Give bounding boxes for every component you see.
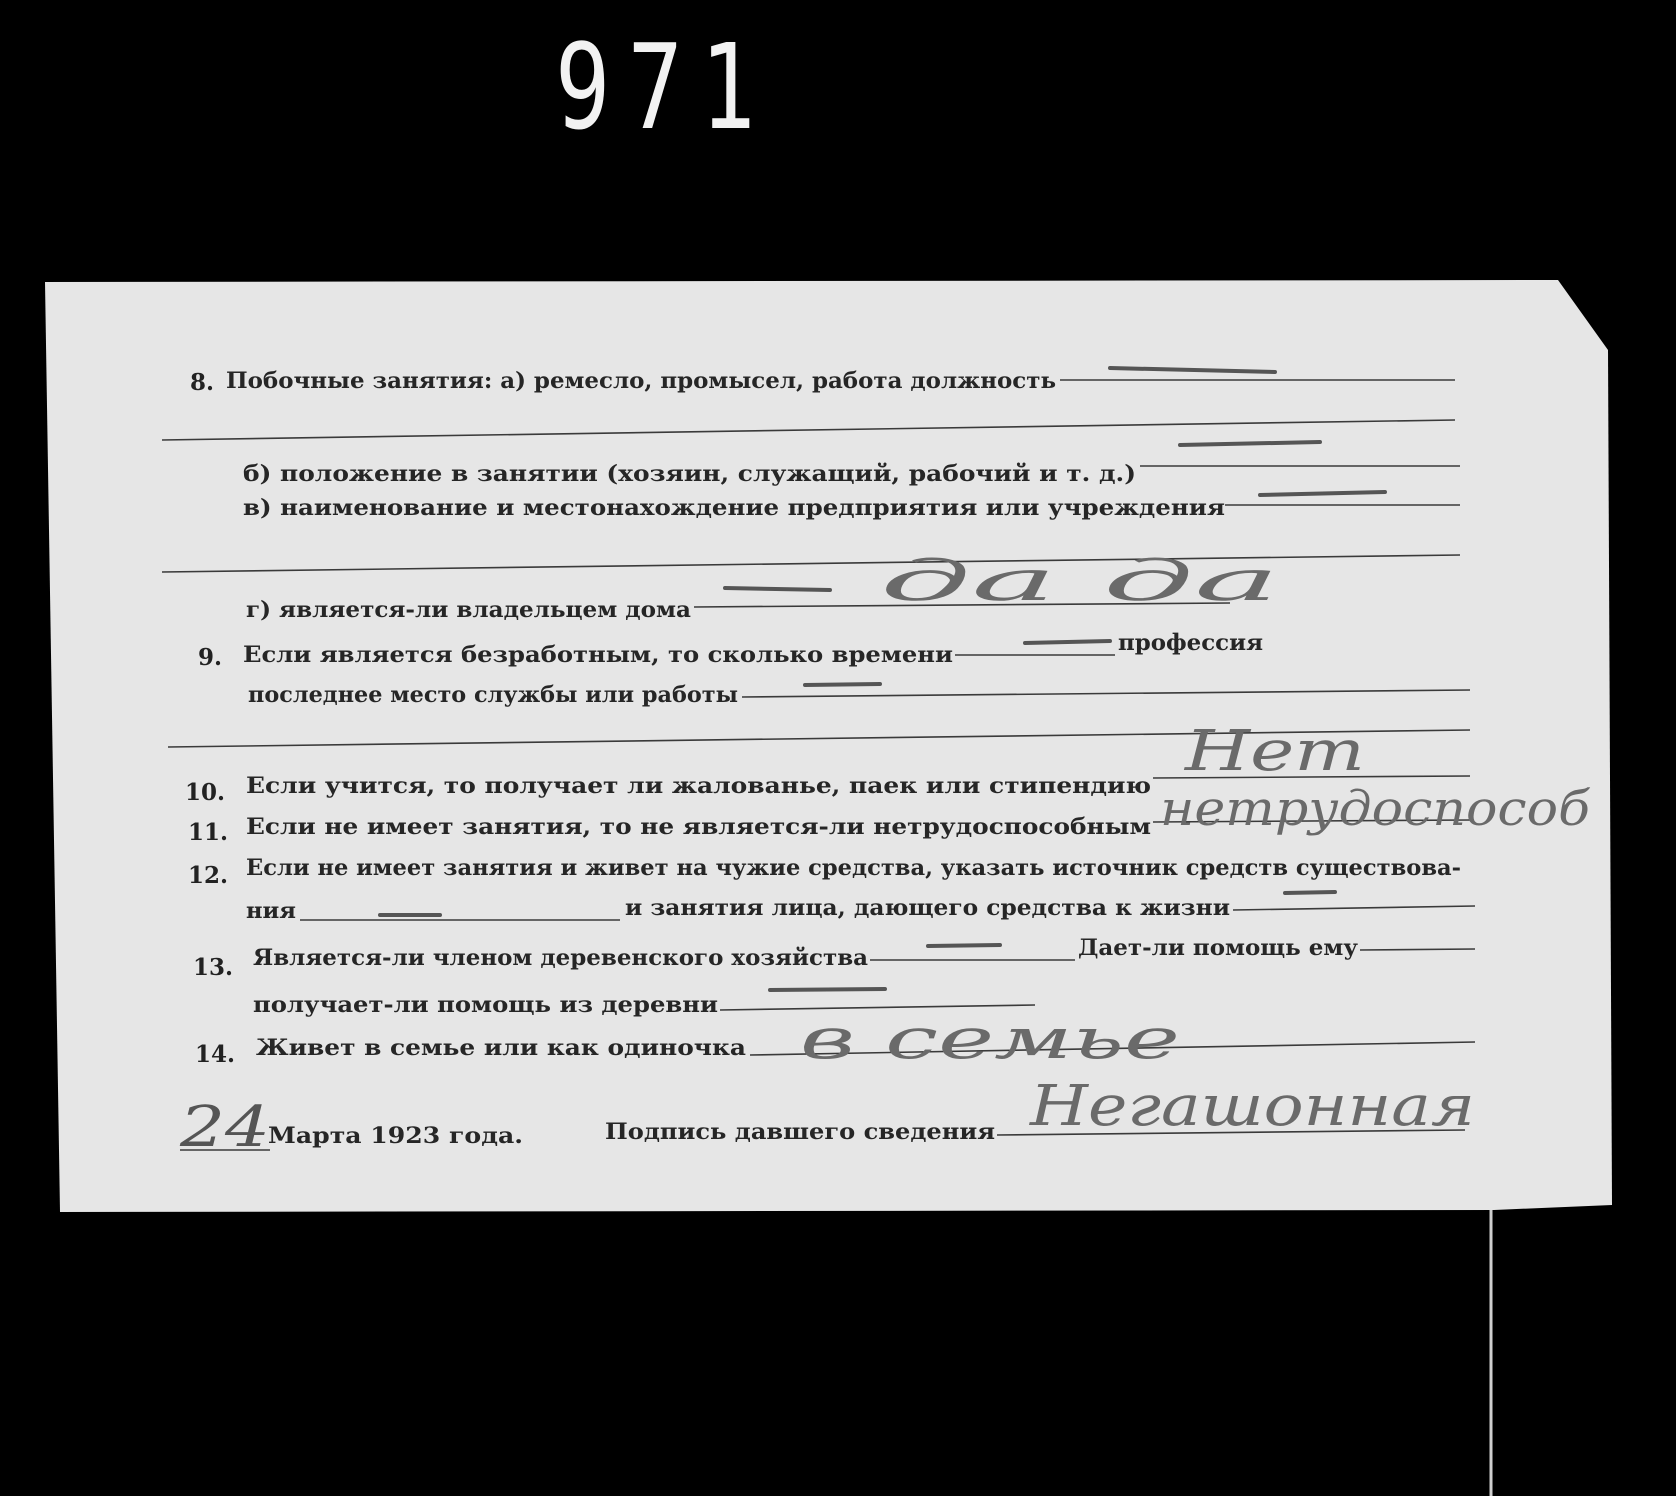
q9-line1-text: Если является безработным, то сколько времени [243,642,953,668]
q13-number: 13. [193,954,234,981]
footer-date-text: Марта 1923 года. [268,1123,523,1149]
q13-line1-tail: Дает-ли помощь ему [1078,935,1358,961]
q9-number: 9. [198,644,223,671]
footer-day: 24 [178,1095,270,1160]
q12-line2-start: ния [246,898,296,924]
q14-text: Живет в семье или как одиночка [256,1035,746,1061]
q8-b-text: б) положение в занятии (хозяин, служащий, рабочий и т. д.) [243,461,1136,487]
q9-pencil-dash-1 [1025,641,1110,643]
q8-a-text: Побочные занятия: а) ремесло, промысел, работа должность [226,368,1057,394]
q11-text: Если не имеет занятия, то не является-ли нетрудоспособным [246,814,1151,840]
q8-g-answer: да да [880,549,1280,614]
footer-signature: Негашонная [1028,1074,1475,1139]
q12-number: 12. [188,862,229,889]
q9-line2-text: последнее место службы или работы [248,682,738,708]
q14-answer: в семье [800,1007,1180,1072]
q9-pencil-dash-2 [805,684,880,685]
q10-text: Если учится, то получает ли жалованье, паек или стипендию [246,773,1151,799]
q12-line1-text: Если не имеет занятия и живет на чужие средства, указать источник средств существова- [246,855,1462,881]
q9-line1-tail: профессия [1118,630,1263,656]
q13-pencil-dash-1 [928,945,1000,946]
q10-number: 10. [185,779,226,806]
q12-pencil-dash-2 [1285,892,1335,893]
q13-pencil-dash-2 [770,989,885,990]
q10-answer: Нет [1183,719,1365,784]
q13-line1-rule-2 [1360,949,1475,950]
frame-number: 971 [555,18,773,156]
q14-number: 14. [195,1041,236,1068]
q8-number: 8. [190,369,215,396]
q13-line2-text: получает-ли помощь из деревни [253,992,718,1018]
q12-line2-mid: и занятия лица, дающего средства к жизни [625,895,1230,921]
q13-line1-text: Является-ли членом деревенского хозяйства [253,945,868,971]
q8-g-text: г) является-ли владельцем дома [246,597,691,623]
q11-answer: нетрудоспособ [1160,781,1591,837]
q8-g-pencil-dash [725,588,830,590]
q8-v-text: в) наименование и местонахождение предприятия или учреждения [243,495,1225,521]
footer-signature-label: Подпись давшего сведения [605,1119,995,1145]
q11-number: 11. [188,819,229,846]
